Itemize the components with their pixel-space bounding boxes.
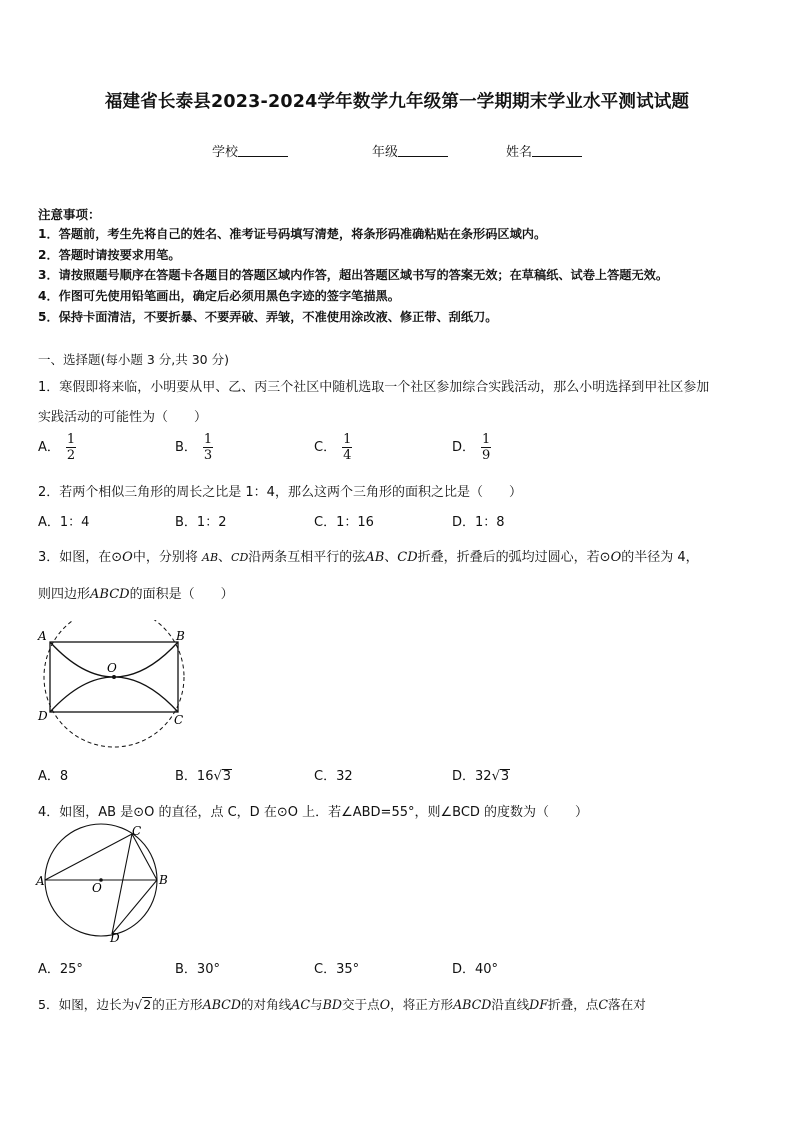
notes-heading: 注意事项： xyxy=(38,207,101,222)
label-o: O xyxy=(107,661,117,675)
circle-o xyxy=(44,620,184,747)
label-d: D xyxy=(38,709,48,723)
fraction: $\frac{1}{4}$ xyxy=(343,432,352,463)
label-c: C xyxy=(174,713,184,727)
q4-figure xyxy=(34,822,174,947)
q1-option-d: D． $\frac{1}{9}$ xyxy=(452,432,491,463)
q2-option-c: C．1：16 xyxy=(314,515,374,530)
note-item: 1．答题前，考生先将自己的姓名、准考证号码填写清楚，将条形码准确粘贴在条形码区域内。 xyxy=(38,227,547,241)
name-field xyxy=(506,141,582,160)
question-1-text-cont: 实践活动的可能性为（ ） xyxy=(38,410,208,425)
q2-option-d: D．1：8 xyxy=(452,515,505,530)
grade-label: 年级 xyxy=(372,145,399,160)
arc-cd: CD xyxy=(231,551,249,564)
label-c: C xyxy=(132,824,142,838)
note-item: 3．请按照题号顺序在答题卡各题目的答题区域内作答，超出答题区域书写的答案无效；在草稿纸、试卷上答题无效。 xyxy=(38,268,669,282)
q4-option-b: B．30° xyxy=(175,962,220,977)
q2-option-a: A．1：4 xyxy=(38,515,90,530)
question-2-text: 2．若两个相似三角形的周长之比是 1：4，那么这两个三角形的面积之比是（ ） xyxy=(38,485,522,500)
q2-option-b: B．1：2 xyxy=(175,515,227,530)
center-point xyxy=(112,675,116,679)
name-label: 姓名 xyxy=(506,145,533,160)
q3-option-c: C．32 xyxy=(314,769,353,784)
fraction: $\frac{1}{3}$ xyxy=(203,432,213,463)
question-5-text: 5．如图，边长为√2的正方形ABCD的对角线AC与BD交于点O，将正方形ABCD沿直线DF折叠，点C落在对 xyxy=(38,997,646,1012)
question-4-text: 4．如图，AB 是⊙O 的直径，点 C，D 在⊙O 上．若∠ABD=55°，则∠BCD 的度数为（ ） xyxy=(38,805,589,820)
label-a: A xyxy=(38,629,47,643)
grade-field xyxy=(372,141,448,160)
q1-option-c: C． $\frac{1}{4}$ xyxy=(314,432,352,463)
school-label: 学校 xyxy=(212,145,239,160)
label-a: A xyxy=(36,874,45,888)
note-item: 2．答题时请按要求用笔。 xyxy=(38,248,181,262)
label-d: D xyxy=(110,931,120,945)
triangle-abc xyxy=(45,834,157,880)
q1-option-a: A． $\frac{1}{2}$ xyxy=(38,432,76,463)
page-title: 福建省长泰县2023-2024学年数学九年级第一学期期末学业水平测试试题 xyxy=(104,92,690,112)
section-heading: 一、选择题(每小题 3 分,共 30 分) xyxy=(38,352,229,367)
q3-option-a: A．8 xyxy=(38,769,69,784)
q1-option-b: B． $\frac{1}{3}$ xyxy=(175,432,213,463)
label-b: B xyxy=(159,873,168,887)
note-item: 4．作图可先使用铅笔画出，确定后必须用黑色字迹的签字笔描黑。 xyxy=(38,289,400,303)
school-blank xyxy=(238,144,288,157)
question-1-text: 1．寒假即将来临，小明要从甲、乙、丙三个社区中随机选取一个社区参加综合实践活动，那么小明选择到甲社区参加 xyxy=(38,380,710,395)
name-blank xyxy=(532,144,582,157)
q3-option-d: D．32√3 xyxy=(452,769,510,784)
q3-figure xyxy=(34,620,194,750)
q4-option-a: A．25° xyxy=(38,962,83,977)
school-field xyxy=(212,141,288,160)
label-o: O xyxy=(92,881,102,895)
q4-option-d: D．40° xyxy=(452,962,499,977)
arc-ab: AB xyxy=(202,551,219,564)
chords-cd-bd xyxy=(112,834,157,934)
grade-blank xyxy=(398,144,448,157)
q3-option-b: B．16√3 xyxy=(175,769,232,784)
folded-arc-cd xyxy=(50,677,178,712)
fraction: $\frac{1}{9}$ xyxy=(482,432,491,463)
fraction: $\frac{1}{2}$ xyxy=(66,432,76,463)
note-item: 5．保持卡面清洁，不要折暴、不要弄破、弄皱，不准使用涂改液、修正带、刮纸刀。 xyxy=(38,310,498,324)
question-3-text: 3．如图，在⊙O中，分别将 AB、CD沿两条互相平行的弦AB、CD折叠，折叠后的弧均过圆心，若⊙O的半径为 4， xyxy=(38,550,699,565)
question-3-text-cont: 则四边形ABCD的面积是（ ） xyxy=(38,587,234,602)
q4-option-c: C．35° xyxy=(314,962,360,977)
label-b: B xyxy=(176,629,185,643)
